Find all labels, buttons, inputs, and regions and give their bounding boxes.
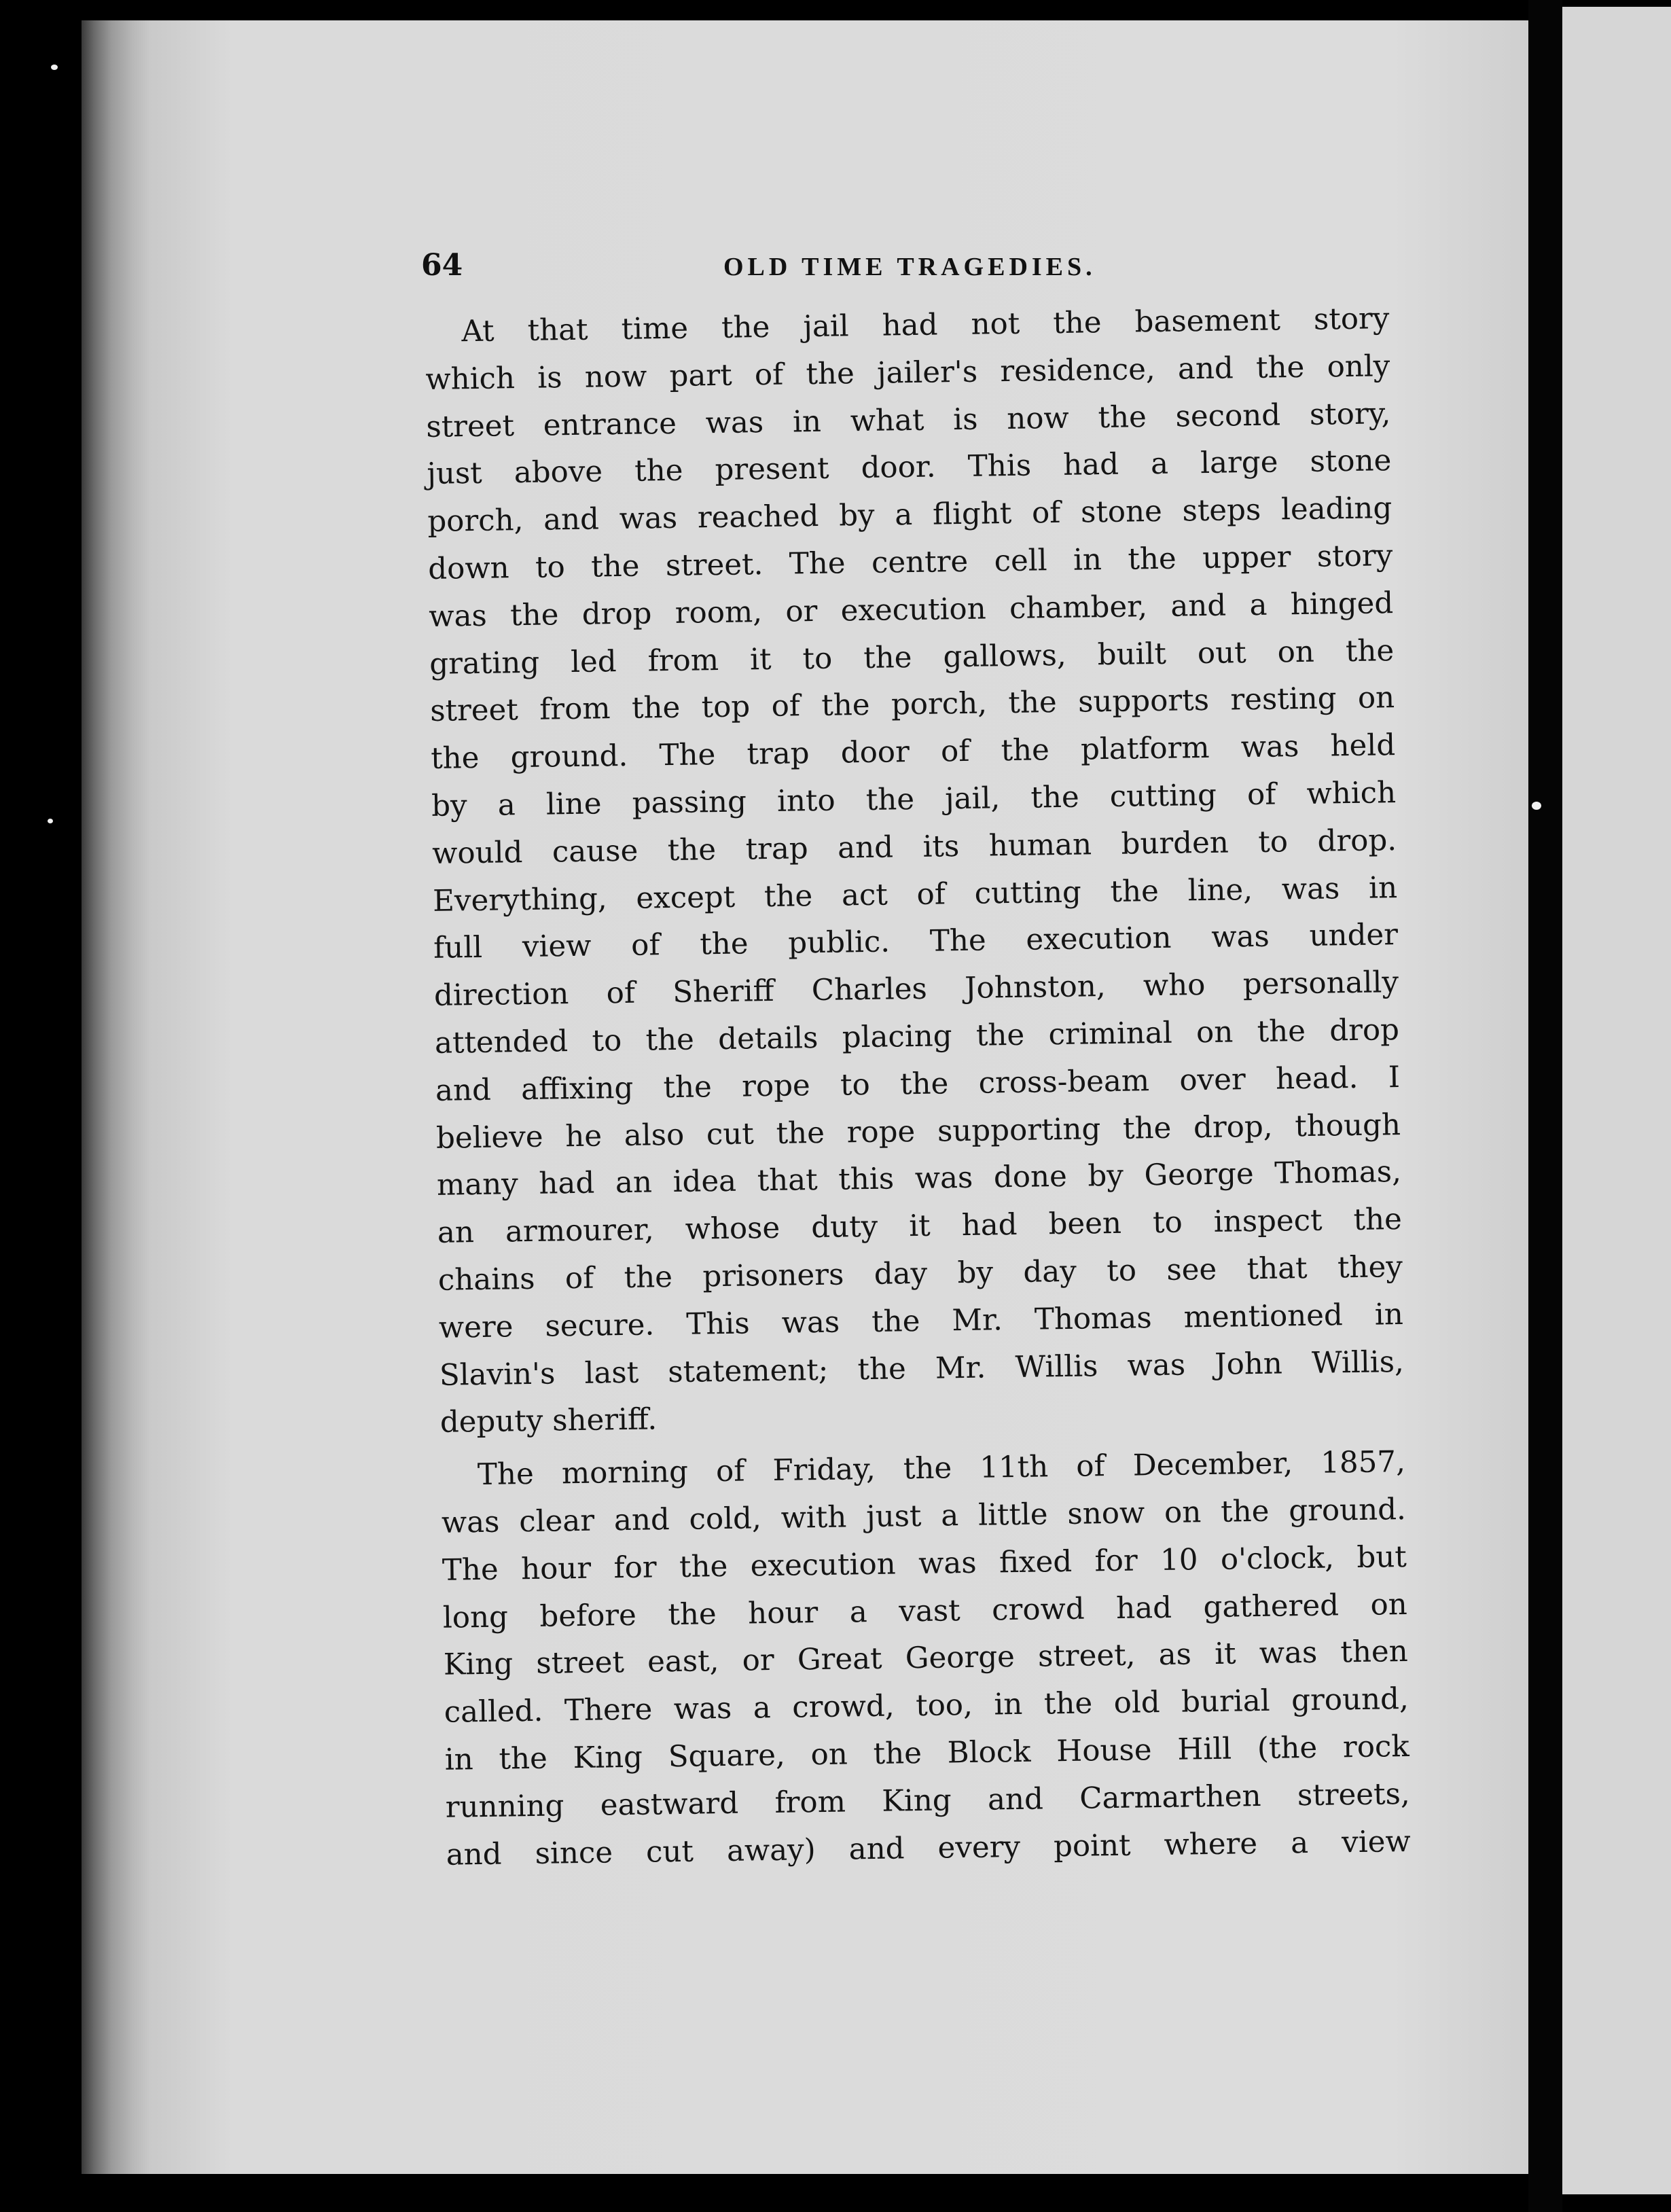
text-line: Slavin's last statement; the Mr. Willis was John Willis, [439,1344,1405,1393]
text-line: running eastward from King and Carmarthen streets, [445,1777,1411,1825]
gutter-shadow [1528,0,1562,2212]
text-line: an armourer, whose duty it had been to inspect the [437,1202,1403,1251]
paragraph-2 [441,1439,1412,1879]
text-line: grating led from it to the gallows, built out on the [429,633,1395,681]
scan-speck [51,65,58,70]
text-line: the ground. The trap door of the platform was held [430,728,1396,777]
text-line: was clear and cold, with just a little snow on the ground. [441,1492,1407,1540]
text-line: attended to the details placing the criminal on the drop [434,1013,1400,1060]
running-head [421,248,1576,289]
page-number: 64 [421,248,463,283]
text-line: called. There was a crowd, too, in the old burial ground, [444,1682,1409,1730]
page-stack-edge [82,20,156,2174]
text-line: Everything, except the act of cutting the line, was in [432,870,1398,918]
scan-speck [48,819,53,823]
text-line: The morning of Friday, the 11th of December, 1857, [477,1445,1406,1493]
text-line: were secure. This was the Mr. Thomas mentioned in [438,1297,1404,1345]
text-line: The hour for the execution was fixed for 10 o'clock, but [442,1539,1407,1588]
text-line: down to the street. The centre cell in the upper story [427,539,1393,586]
text-line: chains of the prisoners day by day to see that they [437,1249,1403,1298]
body-text [425,296,1411,1879]
text-line: street entrance was in what is now the second story, [426,396,1391,444]
text-line: deputy sheriff. [439,1402,658,1440]
text-line: would cause the trap and its human burden to drop. [431,823,1397,871]
text-line: was the drop room, or execution chamber, and a hinged [428,586,1394,634]
text-line: and affixing the rope to the cross-beam over head. I [435,1060,1401,1108]
text-line: many had an idea that this was done by George Thomas, [436,1155,1402,1203]
text-line: and since cut away) and every point where a view [446,1824,1411,1872]
header-title: OLD TIME TRAGEDIES. [723,253,1096,281]
text-line: street from the top of the porch, the supports resting on [429,681,1395,729]
paragraph-1 [425,296,1405,1447]
text-line: believe he also cut the rope supporting the drop, though [435,1107,1401,1156]
text-line: porch, and was reached by a flight of stone steps leading [427,491,1392,539]
text-line: At that time the jail had not the basement story [461,302,1390,349]
text-line: by a line passing into the jail, the cutting of which [431,776,1397,823]
facing-page-sliver [1562,7,1671,2194]
text-line: direction of Sheriff Charles Johnston, who personally [433,965,1399,1014]
text-line: just above the present door. This had a large stone [427,444,1392,492]
text-line: which is now part of the jailer's residence, and the only [425,349,1390,397]
text-line: King street east, or Great George street, as it was then [443,1635,1409,1683]
text-line: long before the hour a vast crowd had gathered on [442,1587,1408,1635]
text-line: in the King Square, on the Block House Hill (the rock [444,1729,1410,1777]
scan-speck [1532,802,1541,810]
text-line: full view of the public. The execution was under [433,918,1399,966]
